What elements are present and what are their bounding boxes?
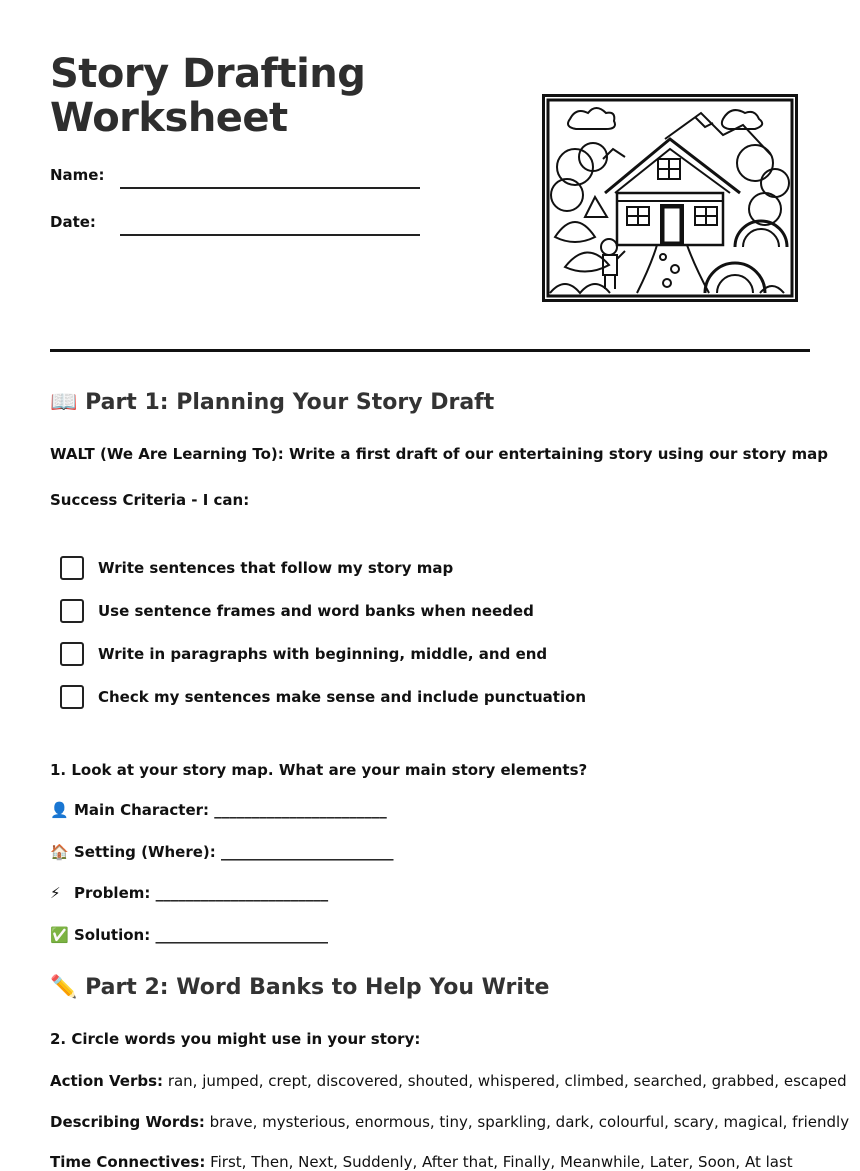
criteria-item (60, 556, 453, 580)
element-text: Setting (Where): _______________________ (74, 843, 394, 861)
criteria-item (60, 642, 547, 666)
house-illustration (542, 94, 798, 302)
word-bank-label: Time Connectives: (50, 1153, 206, 1171)
criteria-item (60, 685, 586, 709)
word-bank-label: Describing Words: (50, 1113, 205, 1131)
word-bank-describing-words (50, 1113, 849, 1131)
solution-line[interactable] (50, 926, 328, 944)
question-1: 1. Look at your story map. What are your main story elements? (50, 761, 588, 779)
success-criteria-label: Success Criteria - I can: (50, 491, 250, 509)
element-text: Solution: _______________________ (74, 926, 328, 944)
part1-heading-text: Part 1: Planning Your Story Draft (85, 390, 495, 415)
part2-heading (50, 975, 549, 1000)
criteria-checkbox[interactable] (60, 642, 84, 666)
name-field[interactable] (120, 187, 420, 189)
word-bank-label: Action Verbs: (50, 1072, 164, 1090)
criteria-text: Write sentences that follow my story map (98, 559, 454, 577)
element-text: Main Character: _______________________ (74, 801, 387, 819)
part2-heading-text: Part 2: Word Banks to Help You Write (85, 975, 550, 1000)
date-field[interactable] (120, 234, 420, 236)
word-bank-words: ran, jumped, crept, discovered, shouted, whispered, climbed, searched, grabbed, escaped (163, 1072, 847, 1090)
criteria-text: Use sentence frames and word banks when needed (98, 602, 534, 620)
criteria-item (60, 599, 534, 623)
person-icon: 👤 (50, 801, 69, 819)
word-bank-time-connectives (50, 1153, 793, 1171)
criteria-checkbox[interactable] (60, 599, 84, 623)
page-title (50, 52, 470, 140)
book-icon: 📖 (50, 390, 78, 415)
section-divider (50, 349, 810, 352)
part1-heading (50, 390, 494, 415)
problem-line[interactable] (50, 884, 328, 902)
title-line-2: Worksheet (50, 95, 288, 141)
criteria-checkbox[interactable] (60, 556, 84, 580)
element-text: Problem: _______________________ (74, 884, 329, 902)
house-icon: 🏠 (50, 843, 69, 861)
lightning-icon: ⚡ (50, 884, 61, 902)
name-label: Name: (50, 166, 105, 184)
word-bank-words: First, Then, Next, Suddenly, After that, Finally, Meanwhile, Later, Soon, At last (205, 1153, 793, 1171)
criteria-text: Write in paragraphs with beginning, middle, and end (98, 645, 548, 663)
criteria-checkbox[interactable] (60, 685, 84, 709)
date-label: Date: (50, 213, 96, 231)
title-line-1: Story Drafting (50, 51, 366, 97)
check-mark-icon: ✅ (50, 926, 69, 944)
word-bank-action-verbs (50, 1072, 847, 1090)
setting-line[interactable] (50, 843, 394, 861)
main-character-line[interactable] (50, 801, 387, 819)
question-2: 2. Circle words you might use in your story: (50, 1030, 421, 1048)
word-bank-words: brave, mysterious, enormous, tiny, sparkling, dark, colourful, scary, magical, friendly (204, 1113, 850, 1131)
criteria-text: Check my sentences make sense and include punctuation (98, 688, 587, 706)
walt-text: WALT (We Are Learning To): Write a first draft of our entertaining story using our story map (50, 445, 828, 463)
pencil-icon: ✏️ (50, 975, 78, 1000)
